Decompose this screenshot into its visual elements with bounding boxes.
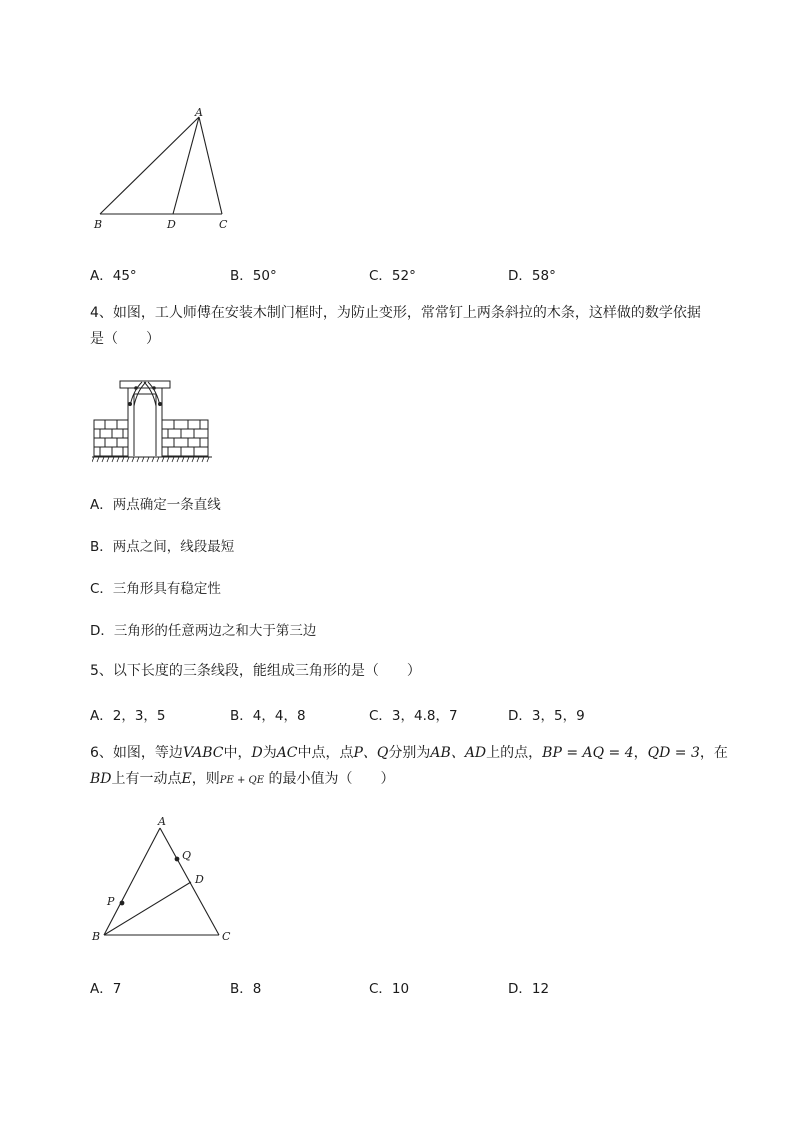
q6-text-7: ，: [633, 745, 648, 761]
q5-stem: 5、以下长度的三条线段，能组成三角形的是（ ）: [90, 663, 421, 679]
q3-option-b: B．50°: [230, 268, 277, 284]
q6-option-a: A．7: [90, 981, 122, 997]
label-b: B: [94, 218, 103, 231]
q4-stem: [90, 300, 750, 352]
q3-option-a: A．45°: [90, 268, 137, 284]
q6-label-a: A: [158, 815, 166, 828]
q4-stem-line1: 4、如图，工人师傅在安装木制门框时，为防止变形，常常钉上两条斜拉的木条，这样做的数学依据: [90, 305, 701, 321]
q6-text-5: 分别为: [388, 745, 431, 761]
q4-option-c: C．三角形具有稳定性: [90, 581, 221, 597]
label-d: D: [167, 218, 176, 231]
label-c: C: [219, 218, 228, 231]
q4-option-d: D．三角形的任意两边之和大于第三边: [90, 623, 317, 639]
q6-option-d: D．12: [508, 981, 550, 997]
q6-text-6: 上的点，: [486, 745, 543, 761]
q6-segment-ac: AC: [276, 745, 298, 761]
door-frame-figure: [92, 376, 214, 464]
q6-text-11: 的最小值为（ ）: [268, 771, 395, 787]
q6-label-q: Q: [182, 849, 192, 862]
q5-option-d: D．3，5，9: [508, 708, 585, 724]
q6-label-b: B: [92, 930, 101, 943]
q5-option-c: C．3，4.8，7: [369, 708, 458, 724]
q6-expression-pe-qe: PE + QE: [219, 775, 265, 786]
q6-equation-bp-aq: BP = AQ = 4: [542, 745, 634, 761]
q3-option-c: C．52°: [369, 268, 416, 284]
q6-text-10: ，则: [191, 771, 220, 787]
q6-segment-bd: BD: [90, 771, 112, 787]
q6-stem: [90, 740, 750, 794]
q6-label-c: C: [222, 930, 231, 943]
q6-point-e: E: [181, 771, 192, 787]
q6-text-9: 上有一动点: [111, 771, 182, 787]
q6-points-pq: P、Q: [353, 745, 389, 761]
q5-option-a: A．2，3，5: [90, 708, 166, 724]
q6-equation-qd: QD = 3: [647, 745, 700, 761]
q6-triangle-abc: VABC: [182, 745, 224, 761]
q6-option-c: C．10: [369, 981, 410, 997]
q6-label-d: D: [195, 873, 204, 886]
q4-option-a: A．两点确定一条直线: [90, 497, 221, 513]
q4-option-b: B．两点之间，线段最短: [90, 539, 235, 555]
q6-label-p: P: [107, 895, 115, 908]
q6-point-d: D: [251, 745, 263, 761]
q4-stem-line2: 是（ ）: [90, 331, 160, 347]
q6-text-1: 6、如图，等边: [90, 745, 183, 761]
triangle-abd-figure: [88, 104, 248, 234]
q6-segments-ab-ad: AB、AD: [430, 745, 487, 761]
label-a: A: [195, 106, 203, 119]
q6-text-8: ，在: [699, 745, 728, 761]
q5-option-b: B．4，4，8: [230, 708, 306, 724]
q6-text-4: 中点，点: [297, 745, 354, 761]
q6-stem-line1: [90, 740, 750, 766]
equilateral-triangle-figure: [88, 812, 248, 950]
q3-option-d: D．58°: [508, 268, 556, 284]
q6-text-3: 为: [262, 745, 277, 761]
q6-text-2: 中，: [223, 745, 252, 761]
q6-option-b: B．8: [230, 981, 262, 997]
q6-stem-line2: [90, 766, 750, 794]
